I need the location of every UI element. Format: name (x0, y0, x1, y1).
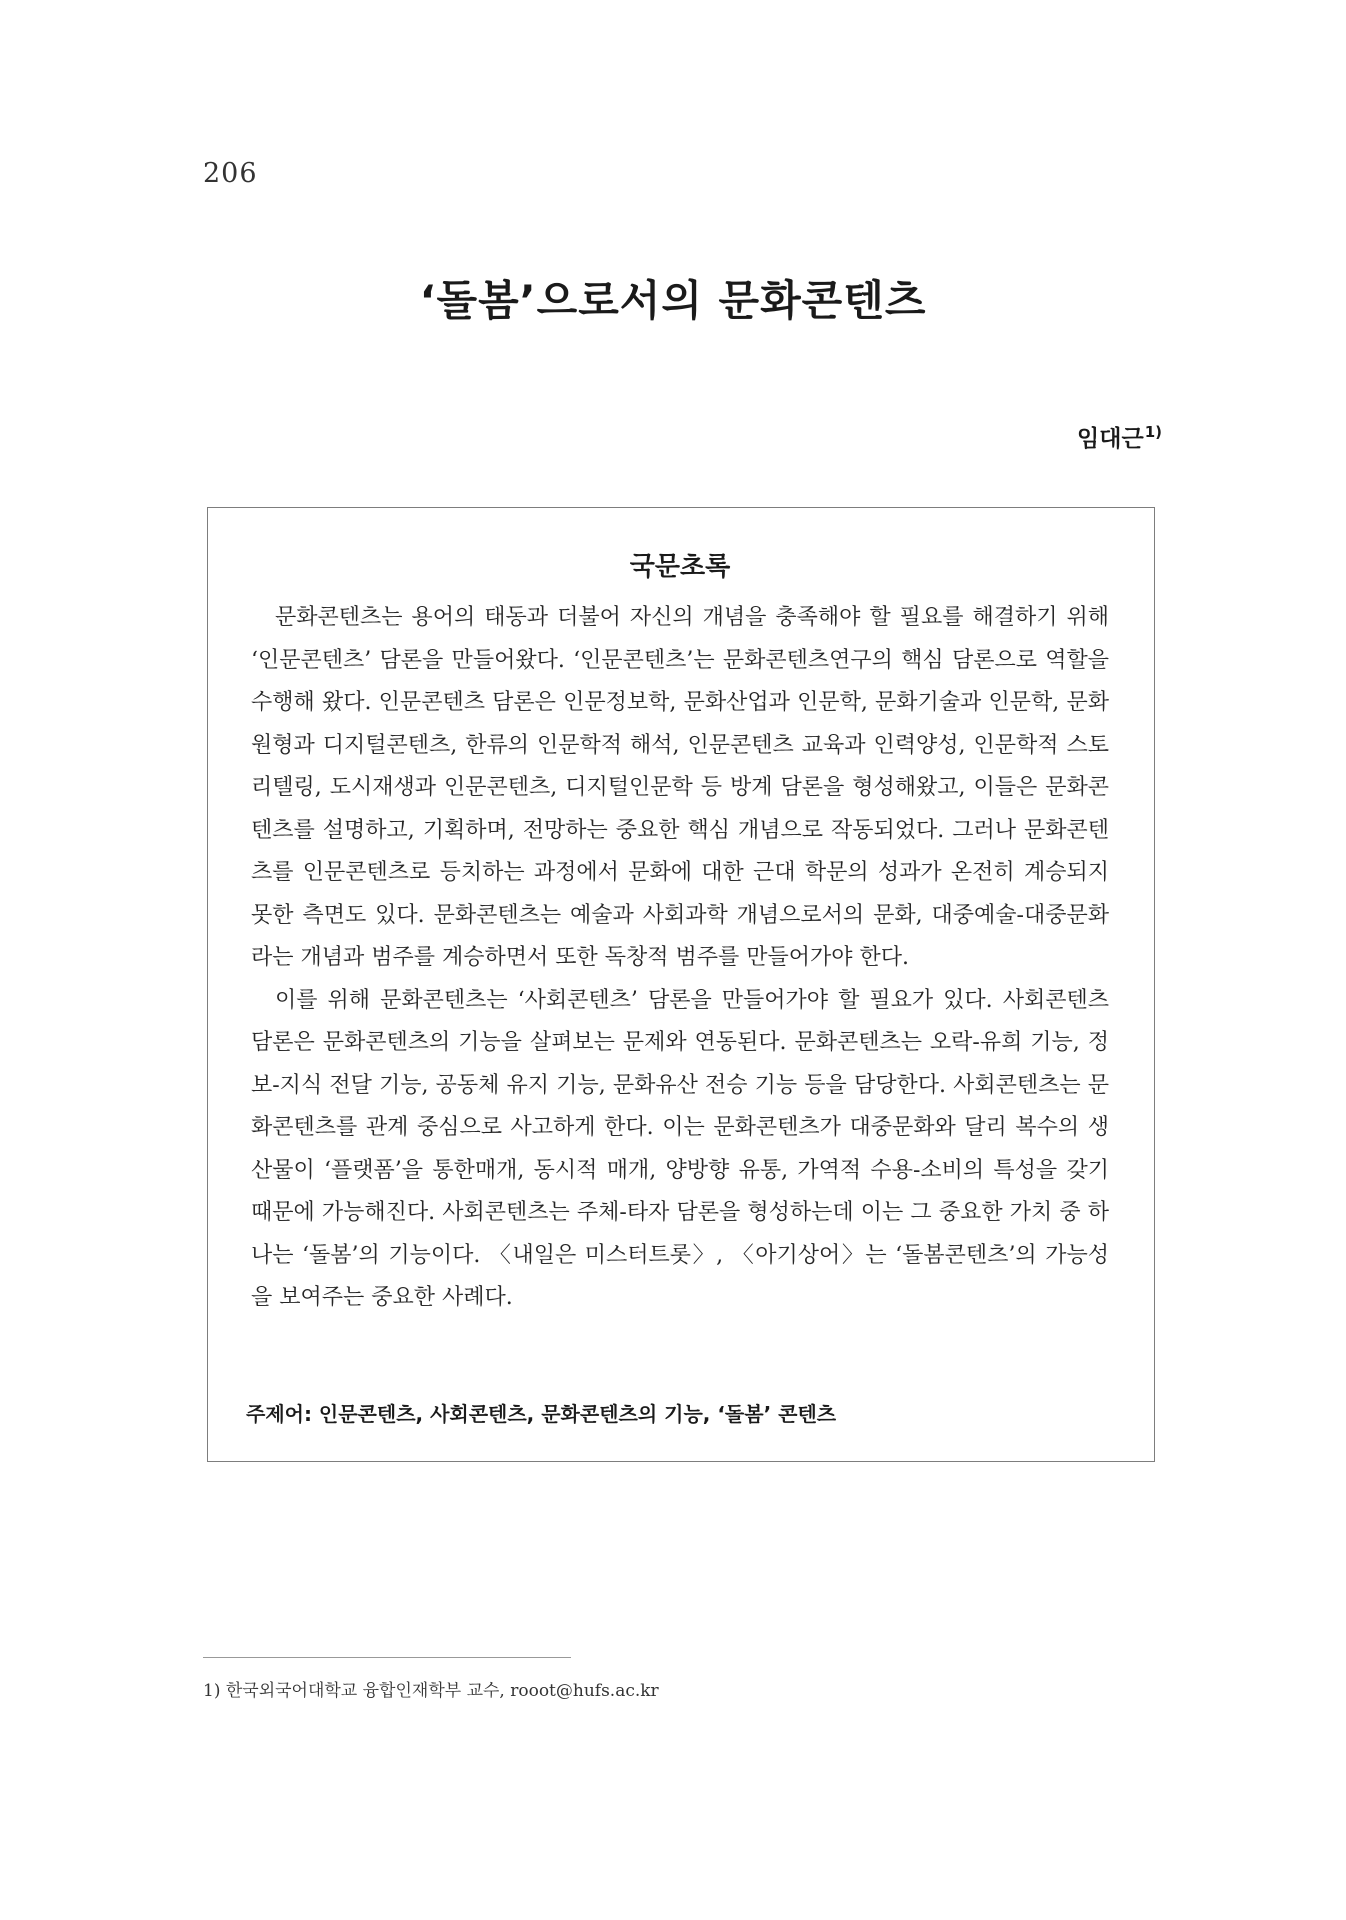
article-title: ‘돌봄’으로서의 문화콘텐츠 (419, 276, 927, 325)
abstract-paragraph-1: 문화콘텐츠는 용어의 태동과 더불어 자신의 개념을 충족해야 할 필요를 해결하기 위해 ‘인문콘텐츠’ 담론을 만들어왔다. ‘인문콘텐츠’는 문화콘텐츠연구의 핵심 담론으로 역할을 수행해 왔다. 인문콘텐츠 담론은 인문정보학, 문화산업과 인문학, 문화기술과 인문학, 문화원형과 디지털콘텐츠, 한류의 인문학적 해석, 인문콘텐츠 교육과 인력양성, 인문학적 스토리텔링, 도시재생과 인문콘텐츠, 디지털인문학 등 방계 담론을 형성해왔고, 이들은 문화콘텐츠를 설명하고, 기획하며, 전망하는 중요한 핵심 개념으로 작동되었다. 그러나 문화콘텐츠를 인문콘텐츠로 등치하는 과정에서 문화에 대한 근대 학문의 성과가 온전히 계승되지 못한 측면도 있다. 문화콘텐츠는 예술과 사회과학 개념으로서의 문화, 대중예술-대중문화라는 개념과 범주를 계승하면서 또한 독창적 범주를 만들어가야 한다. (251, 605, 1109, 970)
footnote: 1) 한국외국어대학교 융합인재학부 교수, rooot@hufs.ac.kr (203, 1681, 659, 1701)
abstract-box (207, 507, 1155, 1462)
abstract-paragraph-2: 이를 위해 문화콘텐츠는 ‘사회콘텐츠’ 담론을 만들어가야 할 필요가 있다. 사회콘텐츠 담론은 문화콘텐츠의 기능을 살펴보는 문제와 연동된다. 문화콘텐츠는 오락-유희 기능, 정보-지식 전달 기능, 공동체 유지 기능, 문화유산 전승 기능 등을 담당한다. 사회콘텐츠는 문화콘텐츠를 관계 중심으로 사고하게 한다. 이는 문화콘텐츠가 대중문화와 달리 복수의 생산물이 ‘플랫폼’을 통한매개, 동시적 매개, 양방향 유통, 가역적 수용-소비의 특성을 갖기 때문에 가능해진다. 사회콘텐츠는 주체-타자 담론을 형성하는데 이는 그 중요한 가치 중 하나는 ‘돌봄’의 기능이다. 〈내일은 미스터트롯〉, 〈아기상어〉는 ‘돌봄콘텐츠’의 가능성을 보여주는 중요한 사례다. (251, 987, 1109, 1310)
author-byline (1077, 420, 1162, 453)
page-number: 206 (203, 158, 258, 189)
footnote-divider (203, 1657, 571, 1658)
abstract-heading: 국문초록 (629, 552, 731, 582)
footnote-mark: 1) (1144, 423, 1162, 441)
keywords: 주제어: 인문콘텐츠, 사회콘텐츠, 문화콘텐츠의 기능, ‘돌봄’ 콘텐츠 (246, 1402, 837, 1426)
author-name: 임대근 (1077, 426, 1144, 452)
